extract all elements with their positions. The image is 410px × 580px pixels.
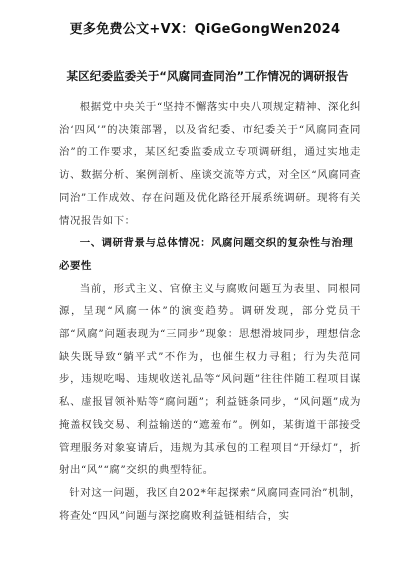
document-title: 某区纪委监委关于“风腐同查同治”工作情况的调研报告	[66, 69, 349, 83]
promo-header: 更多免费公文+VX：QiGeGongWen2024	[69, 22, 341, 37]
section-heading: 一、调研背景与总体情况：风腐问题交织的复杂性与治理必要性	[59, 237, 354, 272]
document-body	[59, 96, 361, 527]
closing-paragraph: 针对这一问题，我区自202*年起探索“风腐同查同治”机制，将查处“四风”问题与深挖腐败利益链相结合，实	[59, 486, 361, 522]
intro-paragraph: 根据党中央关于“坚持不懈落实中央八项规定精神、深化纠治‘四风’”的决策部署，以及省纪委、市纪委关于“风腐同查同治”的工作要求，某区纪委监委成立专项调研组，通过实地走访、数据分析、案例剖析、座谈交流等方式，对全区“风腐同查同治”工作成效、存在问题及优化路径开展系统调研。现将有关情况报告如下：	[59, 101, 361, 227]
section-paragraph: 当前，形式主义、官僚主义与腐败问题互为表里、同根同源，呈现“风腐一体”的演变趋势。调研发现，部分党员干部“风腐”问题表现为“三同步”现象：思想滑坡同步，理想信念缺失既导致“躺平式”不作为，也催生权力寻租；行为失范同步，违规吃喝、违规收送礼品等“风问题”往往伴随工程项目谋私、虚报冒领补贴等“腐问题”；利益链条同步，“风问题”成为掩盖权钱交易、利益输送的“遮羞布”。例如，某街道干部接受管理服务对象宴请后，违规为其承包的工程项目“开绿灯”，折射出“风”“腐”交织的典型特征。	[59, 282, 361, 477]
